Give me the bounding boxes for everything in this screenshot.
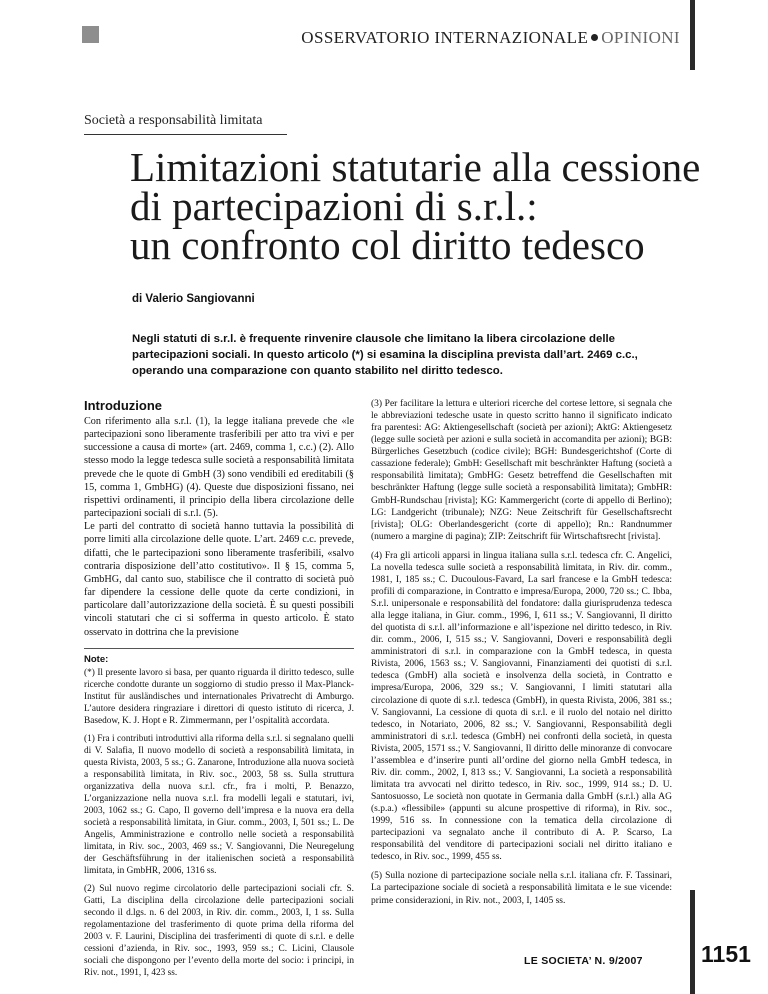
main-text-column xyxy=(84,398,354,639)
section-divider xyxy=(84,134,287,135)
footnote: (5) Sulla nozione di partecipazione sociale nella s.r.l. italiana cfr. F. Tassinari, La partecipazione sociale di società a responsabilità limitata e le sue vicende: prime considerazioni, in Riv. not., 2003, I, 1405 ss. xyxy=(371,871,672,906)
header-section: OSSERVATORIO INTERNAZIONALE xyxy=(301,28,589,47)
footnote: (*) Il presente lavoro si basa, per quanto riguarda il diritto tedesco, sulle ricerche condotte durante un soggiorno di studio presso il Max-Planck-Institut für ausländisches und internationales Privatrecht di Amburgo. L’autore desidera ringraziare i direttori di questo istituto di ricerca, J. Basedow, K. J. Hopt e R. Zimmermann, per l’ospitalità accordata. xyxy=(84,668,354,726)
article-title xyxy=(130,144,701,268)
footnote: (1) Fra i contributi introduttivi alla riforma della s.r.l. si segnalano quelli di V. Salafia, Il nuovo modello di società a responsabilità limitata, in questa Rivista, 2003, 5 ss.; G. Zanarone, Introduzione alla nuova società a responsabilità limitata, in Riv. soc., 2003, 58 ss. Sulla struttura organizzativa della nuova s.r.l. cfr., fra i molti, P. Benazzo, L’organizzazione nella nuova s.r.l. fra modelli legali e statutari, ivi, 2003, 1062 ss.; G. Capo, Il governo dell’impresa e la nuova era della società a responsabilità limitata, in Giur. comm., 2003, I, 501 ss.; L. De Angelis, Amministrazione e controllo nelle società a responsabilità limitata, in Riv. soc., 2003, 469 ss.; V. Sangiovanni, Die Neuregelung der Geschäftsführung in der italienischen società a responsabilità limitata, in GmbHR, 2006, 1316 ss. xyxy=(84,734,354,876)
margin-bar-bottom xyxy=(690,890,695,994)
title-line: di partecipazioni di s.r.l.: xyxy=(130,183,538,229)
running-header xyxy=(301,28,680,48)
intro-paragraph: Le parti del contratto di società hanno tuttavia la possibilità di porre limiti alla circolazione delle quote. L’art. 2469 c.c. prevede, difatti, che le partecipazioni sono liberamente trasferibili, «salvo contraria disposizione dell’atto costitutivo». Il § 15, comma 5, GmbHG, dal canto suo, stabilisce che il contratto di società può far dipendere la cessione delle quote da certe condizioni, in particolare dall’autorizzazione della società. È su questi possibili vincoli statutari che ci si sofferma in questo articolo. È stato osservato in dottrina che la previsione xyxy=(84,521,354,638)
notes-divider xyxy=(84,648,354,649)
footnote: (4) Fra gli articoli apparsi in lingua italiana sulla s.r.l. tedesca cfr. C. Angelici, La novella tedesca sulle società a responsabilità limitata, in Riv. dir. comm., 1981, I, 185 ss.; C. Ducoulous-Favard, La sarl francese e la GmbH tedesca: profili di comparazione, in Contratto e impresa/Europa, 2000, 720 ss.; C. Ibba, S.r.l. unipersonale e responsabilità del fondatore: dalla giurisprudenza tedesca alla legge italiana, in Giur. comm., 1996, I, 611 ss.; V. Sangiovanni, Il diritto del quotista di s.r.l. all’informazione e all’ispezione nel diritto tedesco, in Riv. dir. comm., 2006, I, 515 ss.; V. Sangiovanni, Doveri e responsabilità degli amministratori di s.r.l. in comparazione con la GmbH tedesca, in questa Rivista, 2006, 1563 ss.; V. Sangiovanni, Finanziamenti dei quotisti di s.r.l. tedesca (GmbH) alla società e insolvenza della società, in Contratto e impresa/Europa, 2006, 329 ss.; V. Sangiovanni, I limiti statutari alla circolazione di quote di s.r.l. tedesca (GmbH), in questa Rivista, 2006, 381 ss.; V. Sangiovanni, La cessione di quota di s.r.l. e il ruolo del notaio nel diritto tedesco, in Notariato, 2006, 82 ss.; V. Sangiovanni, Responsabilità degli amministratori di s.r.l. tedesca (GmbH) nei confronti della società, in questa Rivista, 2005, 1571 ss.; V. Sangiovanni, Il diritto delle minoranze di convocare l’assemblea e d’inserire punti all’ordine del giorno nella GmbH tedesca, in Riv. dir. comm., 2002, I, 813 ss.; V. Sangiovanni, La società a responsabilità limitata tra avvocati nel diritto tedesco, in Riv. soc., 1999, 914 ss.; D. U. Santosuosso, Le società non quotate in Germania dalla GmbH (s.r.l.) alla AG (s.p.a.) «flessibile» (appunti su alcune prospettive di riforma), in Riv. soc., 1999, 516 ss. In connessione con la tematica della circolazione di partecipazioni va segnalato anche il contributo di A. P. Scarso, La responsabilità del venditore di partecipazioni sociali nel diritto italiano e tedesco, in Riv. soc., 1999, 455 ss. xyxy=(371,550,672,863)
footnote: (2) Sul nuovo regime circolatorio delle partecipazioni sociali cfr. S. Gatti, La disciplina della circolazione delle partecipazioni sociali secondo il d.lgs. n. 6 del 2003, in Riv. dir. comm., 2003, I, 1 ss. Sulla regolamentazione del trasferimento di quote prima della riforma del 2003 v. F. Laurini, Disciplina dei trasferimenti di quote di s.r.l. e delle cessioni d’azienda, in Riv. soc., 1993, 959 ss.; C. Licini, Clausole sociali che dispongono per l’evento della morte del socio: i principi, in Riv. not., 1991, I, 423 ss. xyxy=(84,884,354,978)
intro-paragraph: Con riferimento alla s.r.l. (1), la legge italiana prevede che «le partecipazioni sono liberamente trasferibili per atto tra vivi e per successione a causa di morte» (art. 2469, comma 1, c.c.) (2). Allo stesso modo la legge tedesca sulle società a responsabilità limitata prevede che le quote di GmbH (3) sono vendibili ed ereditabili (§ 15, comma 1, GmbHG) (4). Queste due disposizioni fissano, nei rispettivi ordinamenti, il principio della libera circolazione delle partecipazioni sociali di s.r.l. (5). xyxy=(84,416,354,520)
abstract: Negli statuti di s.r.l. è frequente rinvenire clausole che limitano la libera circolazione delle partecipazioni sociali. In questo articolo (*) si esamina la disciplina prevista dall’art. 2469 c.c., operando una comparazione con quanto stabilito nel diritto tedesco. xyxy=(132,333,638,377)
intro-heading: Introduzione xyxy=(84,398,162,413)
header-subsection: OPINIONI xyxy=(601,28,680,47)
title-line: un confronto col diritto tedesco xyxy=(130,222,645,268)
section-label: Società a responsabilità limitata xyxy=(84,113,263,128)
notes-column-left xyxy=(84,654,354,985)
page-number: 1151 xyxy=(701,941,751,967)
notes-label: Note: xyxy=(84,654,109,665)
decorative-square xyxy=(82,26,99,43)
footnote: (3) Per facilitare la lettura e ulteriori ricerche del cortese lettore, si segnala che le abbreviazioni tedesche usate in questo scritto hanno il significato indicato fra parentesi: AG: Aktiengesellschaft (società per azioni); AktG: Aktiengesetz (legge sulle società per azioni e sulla società in accomandita per azioni); BGB: Bürgerliches Gesetzbuch (codice civile); BGH: Bundesgerichtshof (Corte di cassazione federale); GmbH: Gesellschaft mit beschränkter Haftung (società a responsabilità limitata); GmbHG: Gesetz betreffend die Gesellschaften mit beschränkter Haftung (legge sulle società a responsabilità limitata); GmbHR: GmbH-Rundschau [rivista]; KG: Kammergericht (corte di appello di Berlino); LG: Landgericht (tribunale); NZG: Neue Zeitschrift für Gesellschaftsrecht [rivista]; OLG: Oberlandesgericht (corte di appello); Rn.: Randnummer (numero a margine di pagina); ZIP: Zeitschrift für Wirtschaftsrecht [rivista]. xyxy=(371,399,672,542)
margin-bar-top xyxy=(690,0,695,70)
notes-column-right xyxy=(371,398,672,914)
title-line: Limitazioni statutarie alla cessione xyxy=(130,144,701,190)
journal-footer: LE SOCIETA’ N. 9/2007 xyxy=(524,955,643,967)
author-byline: di Valerio Sangiovanni xyxy=(132,293,255,305)
bullet-icon xyxy=(591,34,598,41)
